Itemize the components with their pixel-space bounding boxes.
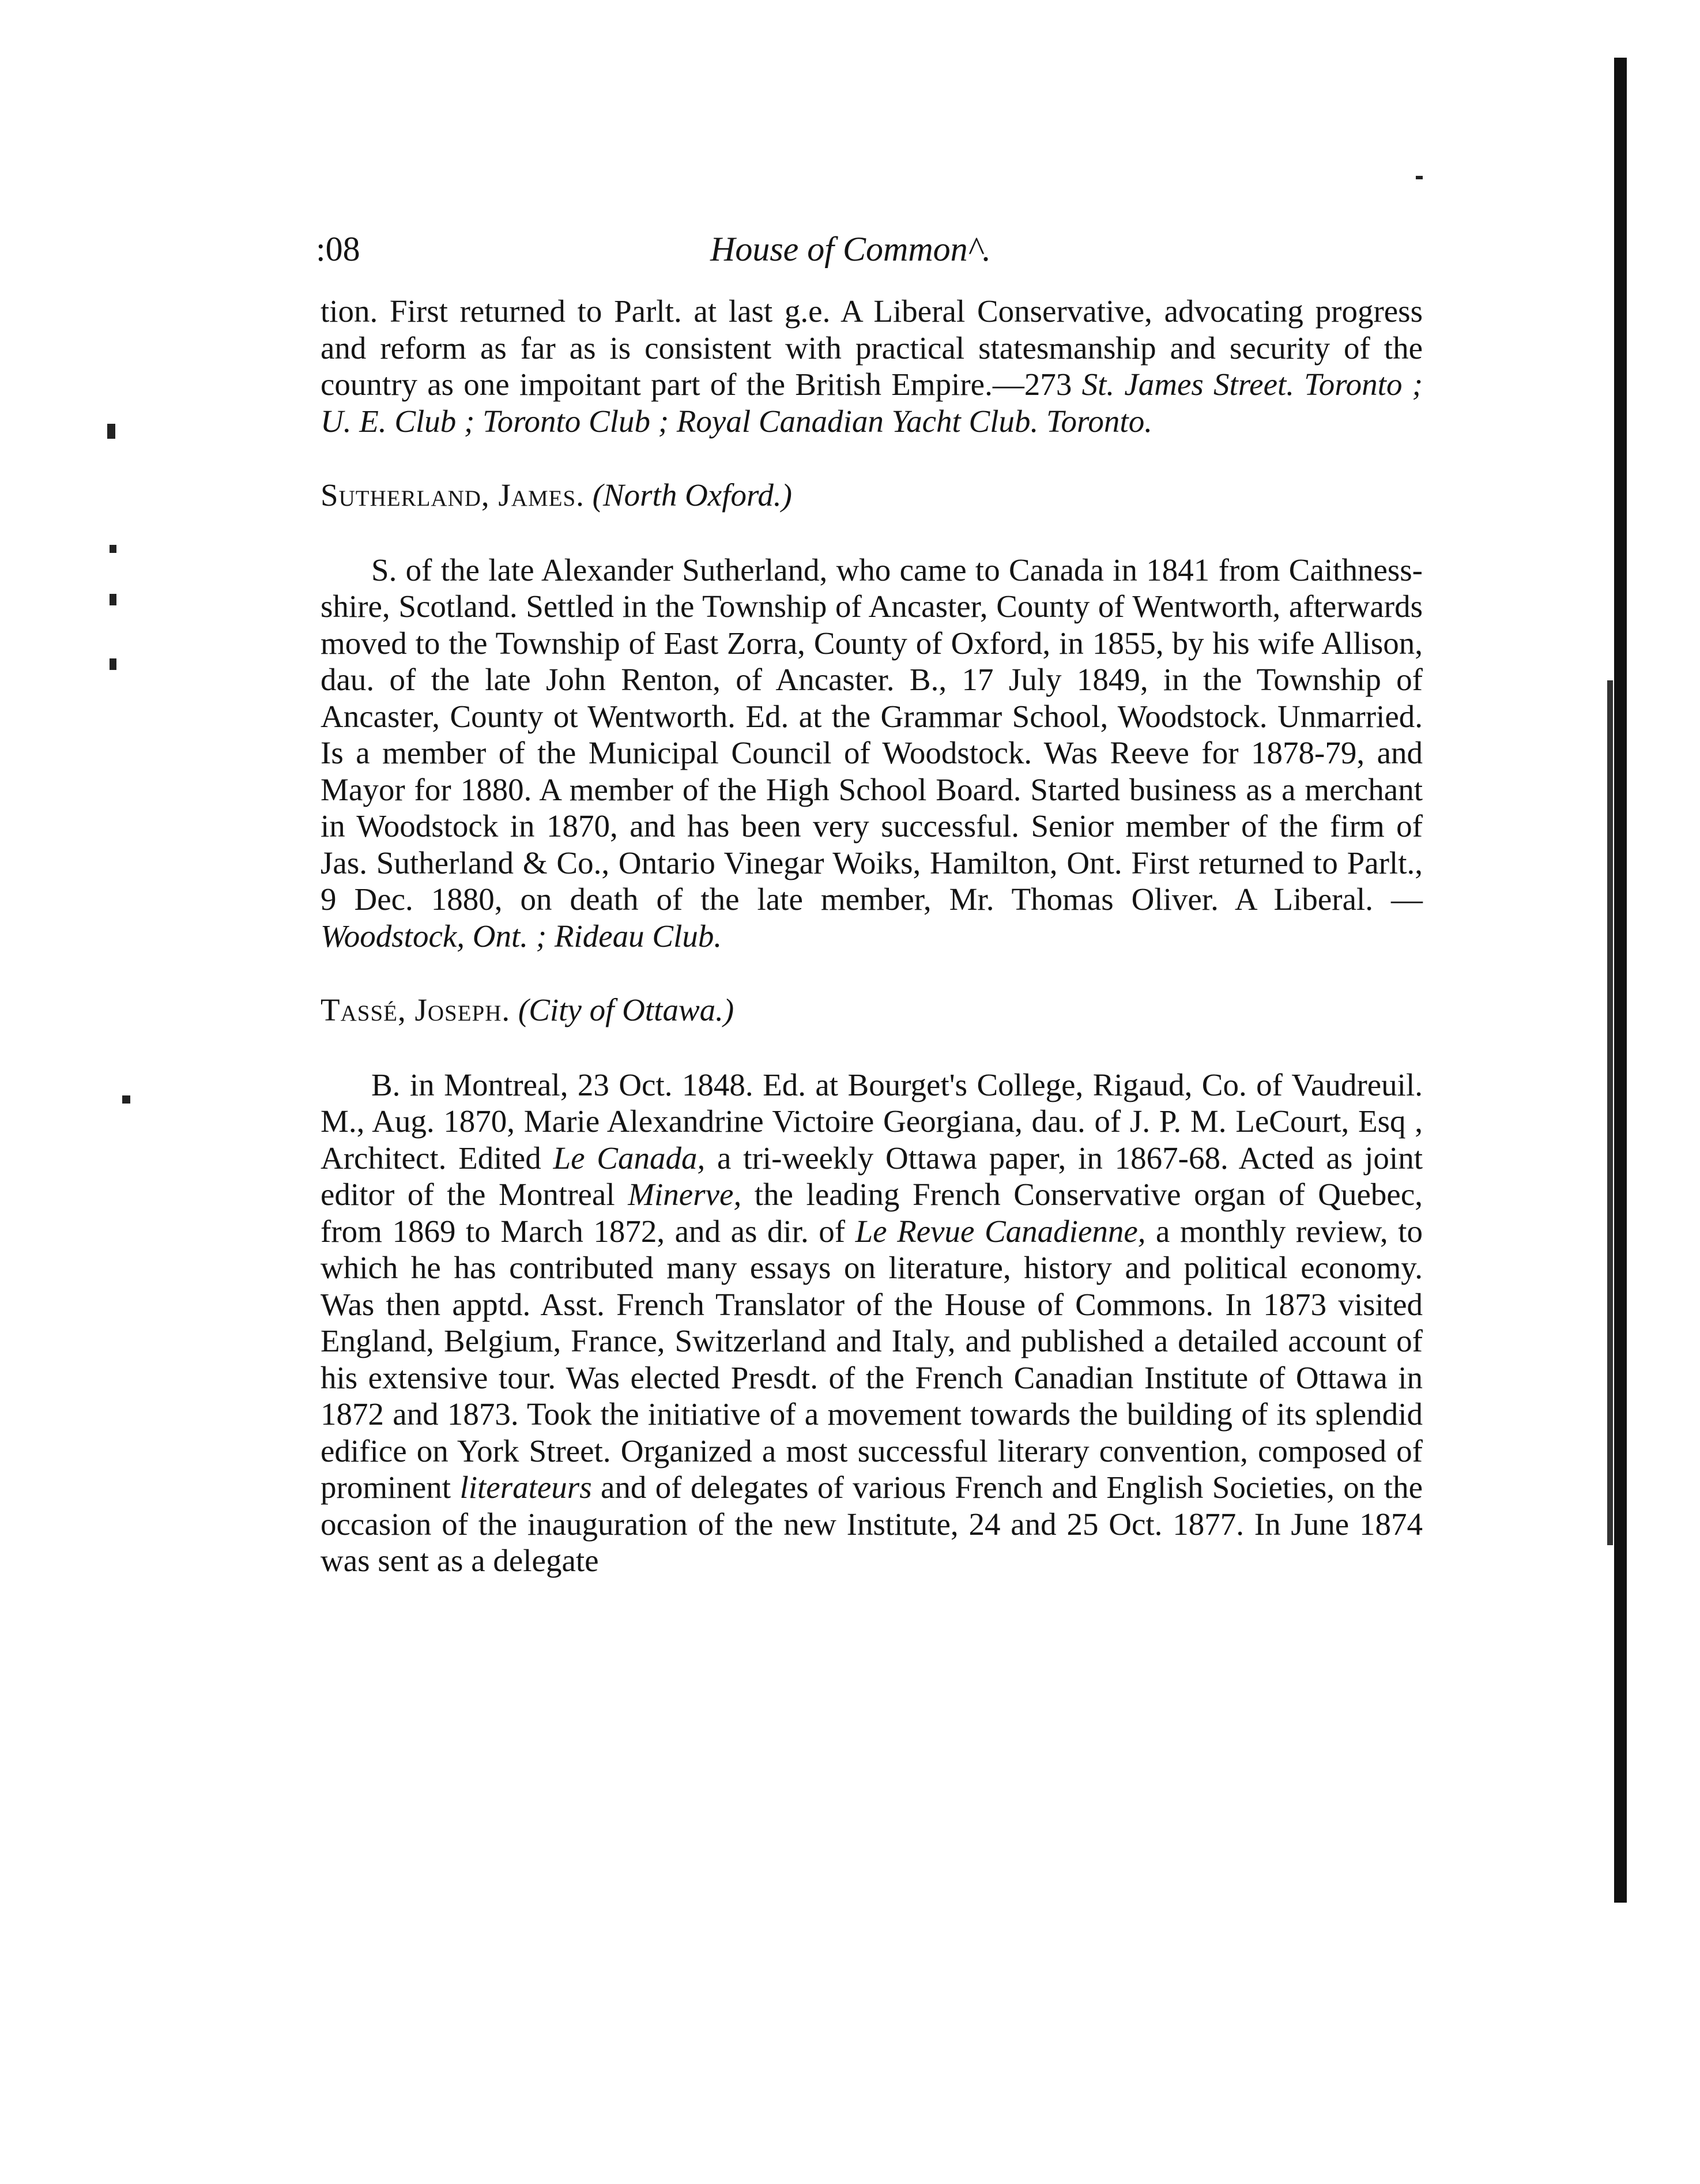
entry-text: a tri-weekly Ottawa paper, in 1867-68. Acted as joint editor of the Montreal [321,1140,1423,1212]
continuation-text: tion. First returned to Parlt. at last g.e. A Liberal Conservative, advocating progress and reform as far as is consistent with practical statesmanship and security of the country as one impoitant part of the British Empire.—273 [321,293,1423,402]
entry-text: S. of the late Alexander Sutherland, who came to Canada in 1841 from Caithness-shire, Scotland. Settled in the Township of Ancaster, County of Wentworth, afterwards moved to the Township of East Zorra, County of Oxford, in 1855, by his wife Allison, dau. of the late John Renton, of Ancaster. B., 17 July 1849, in the Township of Ancaster, County ot Wentworth. Ed. at the Grammar School, Woodstock. Unmarried. Is a member of the Municipal Council of Woodstock. Was Reeve for 1878-79, and Mayor for 1880. A member of the High School Board. Started business as a merchant in Woodstock in 1870, and has been very successful. Senior member of the firm of Jas. Sutherland & Co., Ontario Vinegar Woiks, Hamilton, Ont. First returned to Parlt., 9 Dec. 1880, on death of the late member, Mr. Thomas Oliver. A Liberal. — [321,552,1423,917]
margin-mark [107,424,115,439]
margin-mark [1416,176,1423,179]
page-header [316,224,1423,276]
entry-text: and of delegates of various French and English Societies, on the occasion of the inauguration of the new Institute, 24 and 25 Oct. 1877. In June 1874 was sent as a delegate [321,1470,1423,1578]
binding-edge-mark [1614,58,1627,1903]
margin-mark [110,545,116,553]
page-content [321,293,1423,1579]
continuation-address: St. James Street. Toronto ; U. E. Club ; Toronto Club ; Royal Canadian Yacht Club. Toronto. [321,367,1423,439]
entry-address: Woodstock, Ont. ; Rideau Club. [321,918,722,954]
newspaper-title: Le Canada, [553,1140,706,1176]
entry-heading-tasse [321,992,1423,1029]
margin-mark [122,1095,130,1104]
constituency: (North Oxford.) [592,477,792,513]
running-title: House of Common^. [710,230,991,268]
entry-text: a monthly review, to which he has contributed many essays on literature, history and political economy. Was then apptd. Asst. French Translator of the House of Commons. In 1873 visited England, Belgium, France, Switzerland and Italy, and published a detailed account of his extensive tour. Was elected Presdt. of the French Canadian Institute of Ottawa in 1872 and 1873. Took the initiative of a movement towards the building of its splendid edifice on York Street. Organized a most successful literary convention, composed of prominent [321,1213,1423,1505]
page-number: :08 [316,230,360,268]
entry-body-sutherland [321,552,1423,955]
continuation-paragraph [321,293,1423,439]
binding-edge-mark [1607,680,1613,1545]
member-name: Tassé, Joseph. [321,992,511,1027]
entry-text: B. in Montreal, 23 Oct. 1848. Ed. at Bourget's College, Rigaud, Co. of Vaudreuil. M., Aug. 1870, Marie Alexandrine Victoire Georgiana, dau. of J. P. M. LeCourt, Esq , Architect. Edited [321,1067,1423,1176]
entry-heading-sutherland [321,477,1423,514]
margin-mark [110,658,116,670]
constituency: (City of Ottawa.) [518,992,734,1027]
review-title: Le Revue Canadienne, [855,1213,1146,1249]
member-name: Sutherland, James. [321,477,585,513]
margin-mark [110,594,116,605]
entry-text: the leading French Conservative organ of Quebec, from 1869 to March 1872, and as dir. of [321,1177,1423,1249]
italic-term: literateurs [459,1470,592,1505]
entry-body-tasse [321,1067,1423,1579]
newspaper-title: Minerve, [628,1177,742,1212]
